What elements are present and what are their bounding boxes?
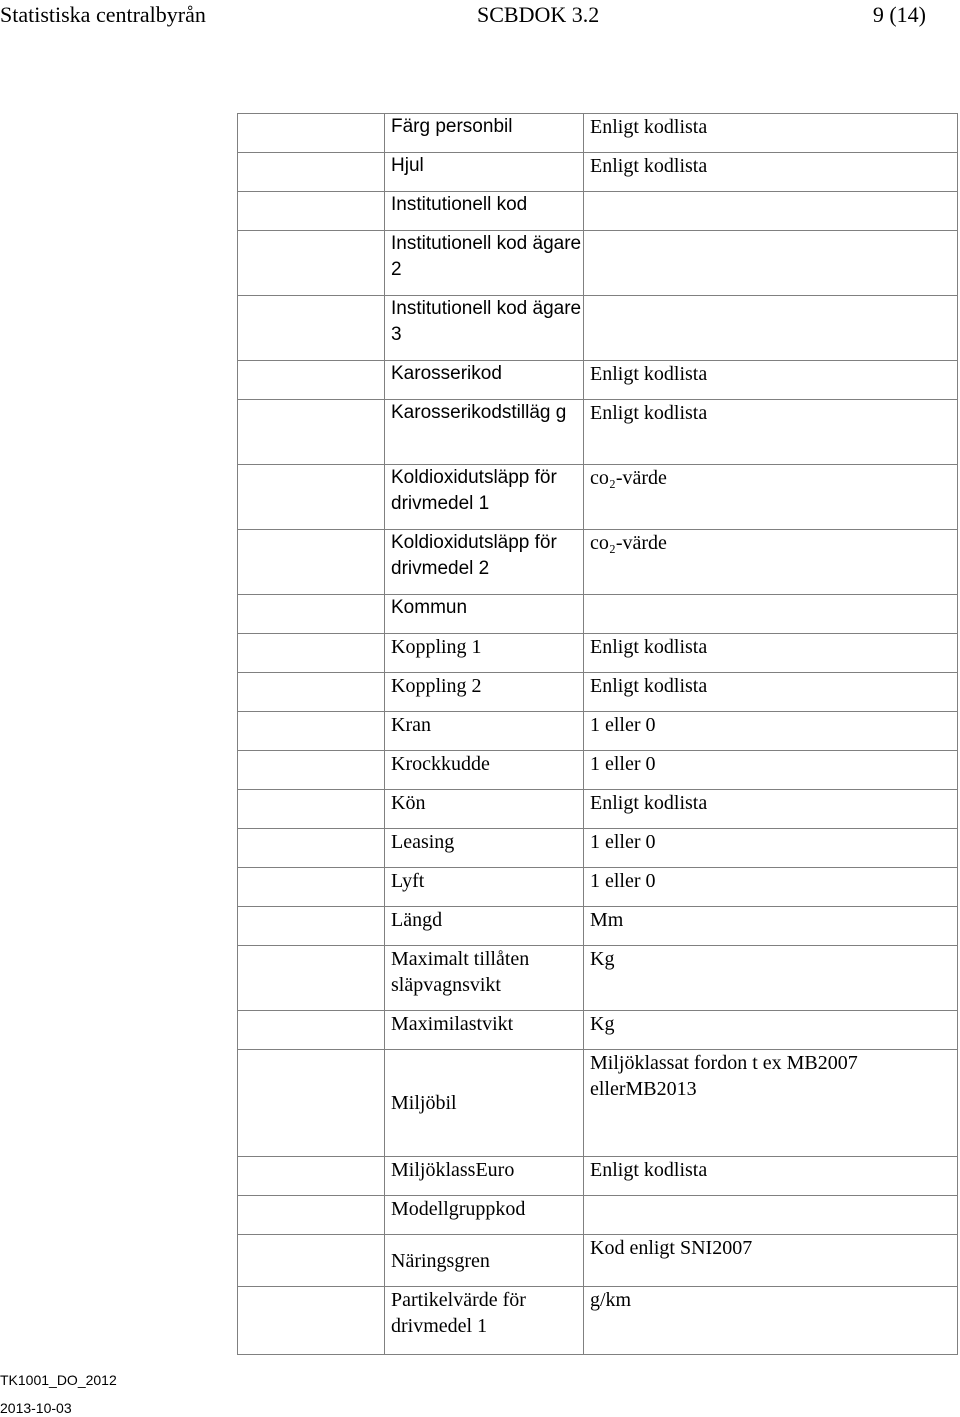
- variable-name-cell: Karosserikod: [385, 361, 584, 400]
- empty-cell: [238, 829, 385, 868]
- table-row: [238, 634, 958, 673]
- variable-name-cell: Koldioxidutsläpp för drivmedel 1: [385, 465, 584, 530]
- variable-name-cell: Hjul: [385, 153, 584, 192]
- variable-value-cell: co₂-värde: [584, 465, 958, 530]
- table-row: [238, 192, 958, 231]
- variable-value-cell: co₂-värde: [584, 530, 958, 595]
- table-row: [238, 907, 958, 946]
- variable-value-cell: Enligt kodlista: [584, 673, 958, 712]
- table-row: [238, 1196, 958, 1235]
- variable-value-cell: 1 eller 0: [584, 712, 958, 751]
- table-row: [238, 1050, 958, 1157]
- page-header: [0, 0, 960, 30]
- empty-cell: [238, 946, 385, 1011]
- empty-cell: [238, 712, 385, 751]
- empty-cell: [238, 868, 385, 907]
- variable-value-cell: g/km: [584, 1287, 958, 1355]
- variable-name-cell: Maximalt tillåten släpvagnsvikt: [385, 946, 584, 1011]
- empty-cell: [238, 192, 385, 231]
- table-row: [238, 361, 958, 400]
- table-row: [238, 465, 958, 530]
- variable-value-cell: Miljöklassat fordon t ex MB2007 ellerMB2013: [584, 1050, 958, 1157]
- variable-name-cell: Miljöbil: [385, 1050, 584, 1157]
- empty-cell: [238, 1196, 385, 1235]
- variable-value-cell: Enligt kodlista: [584, 361, 958, 400]
- variable-name-cell: Kommun: [385, 595, 584, 634]
- table-row: [238, 296, 958, 361]
- page-number: 9 (14): [872, 2, 926, 27]
- variable-value-cell: [584, 192, 958, 231]
- variable-name-cell: Institutionell kod: [385, 192, 584, 231]
- empty-cell: [238, 153, 385, 192]
- empty-cell: [238, 296, 385, 361]
- table-row: [238, 673, 958, 712]
- table-row: [238, 829, 958, 868]
- empty-cell: [238, 1287, 385, 1355]
- table-row: [238, 595, 958, 634]
- variable-name-cell: Partikelvärde för drivmedel 1: [385, 1287, 584, 1355]
- empty-cell: [238, 400, 385, 465]
- empty-cell: [238, 673, 385, 712]
- variable-name-cell: Näringsgren: [385, 1235, 584, 1287]
- variable-value-cell: Kod enligt SNI2007: [584, 1235, 958, 1287]
- footer-date: 2013-10-03: [0, 1400, 72, 1416]
- empty-cell: [238, 595, 385, 634]
- variable-name-cell: Lyft: [385, 868, 584, 907]
- variable-name-cell: Modellgruppkod: [385, 1196, 584, 1235]
- variable-value-cell: Enligt kodlista: [584, 153, 958, 192]
- table-row: [238, 114, 958, 153]
- empty-cell: [238, 1050, 385, 1157]
- empty-cell: [238, 1011, 385, 1050]
- variable-name-cell: Koldioxidutsläpp för drivmedel 2: [385, 530, 584, 595]
- empty-cell: [238, 907, 385, 946]
- variable-name-cell: Institutionell kod ägare 3: [385, 296, 584, 361]
- variable-name-cell: Kön: [385, 790, 584, 829]
- variable-value-cell: 1 eller 0: [584, 829, 958, 868]
- variable-name-cell: Kran: [385, 712, 584, 751]
- table-row: [238, 153, 958, 192]
- table-row: [238, 946, 958, 1011]
- table-row: [238, 1011, 958, 1050]
- variable-name-cell: Koppling 2: [385, 673, 584, 712]
- variable-value-cell: Kg: [584, 946, 958, 1011]
- table-row: [238, 400, 958, 465]
- table-row: [238, 530, 958, 595]
- empty-cell: [238, 634, 385, 673]
- variable-value-cell: Enligt kodlista: [584, 400, 958, 465]
- empty-cell: [238, 114, 385, 153]
- document-id: SCBDOK 3.2: [477, 2, 600, 27]
- variable-name-cell: MiljöklassEuro: [385, 1157, 584, 1196]
- empty-cell: [238, 790, 385, 829]
- variable-name-cell: Koppling 1: [385, 634, 584, 673]
- variable-name-cell: Karosserikodstilläg g: [385, 400, 584, 465]
- variable-name-cell: Leasing: [385, 829, 584, 868]
- variable-value-cell: Enligt kodlista: [584, 1157, 958, 1196]
- table-row: [238, 1235, 958, 1287]
- variable-table: [237, 113, 958, 1355]
- variable-table-body: [238, 114, 958, 1355]
- empty-cell: [238, 530, 385, 595]
- empty-cell: [238, 1157, 385, 1196]
- variable-name-cell: Längd: [385, 907, 584, 946]
- variable-value-cell: [584, 296, 958, 361]
- variable-name-cell: Färg personbil: [385, 114, 584, 153]
- variable-value-cell: Enligt kodlista: [584, 634, 958, 673]
- table-row: [238, 231, 958, 296]
- variable-name-cell: Institutionell kod ägare 2: [385, 231, 584, 296]
- variable-value-cell: Kg: [584, 1011, 958, 1050]
- variable-value-cell: Enligt kodlista: [584, 790, 958, 829]
- empty-cell: [238, 361, 385, 400]
- empty-cell: [238, 1235, 385, 1287]
- variable-name-cell: Krockkudde: [385, 751, 584, 790]
- table-row: [238, 790, 958, 829]
- variable-value-cell: Mm: [584, 907, 958, 946]
- table-row: [238, 868, 958, 907]
- empty-cell: [238, 231, 385, 296]
- table-row: [238, 751, 958, 790]
- table-row: [238, 1157, 958, 1196]
- variable-name-cell: Maximilastvikt: [385, 1011, 584, 1050]
- footer-doc-code: TK1001_DO_2012: [0, 1372, 117, 1388]
- table-row: [238, 712, 958, 751]
- variable-value-cell: [584, 595, 958, 634]
- variable-value-cell: 1 eller 0: [584, 751, 958, 790]
- organization-name: Statistiska centralbyrån: [0, 2, 206, 27]
- variable-value-cell: Enligt kodlista: [584, 114, 958, 153]
- variable-value-cell: [584, 231, 958, 296]
- variable-value-cell: [584, 1196, 958, 1235]
- empty-cell: [238, 751, 385, 790]
- table-row: [238, 1287, 958, 1355]
- variable-value-cell: 1 eller 0: [584, 868, 958, 907]
- empty-cell: [238, 465, 385, 530]
